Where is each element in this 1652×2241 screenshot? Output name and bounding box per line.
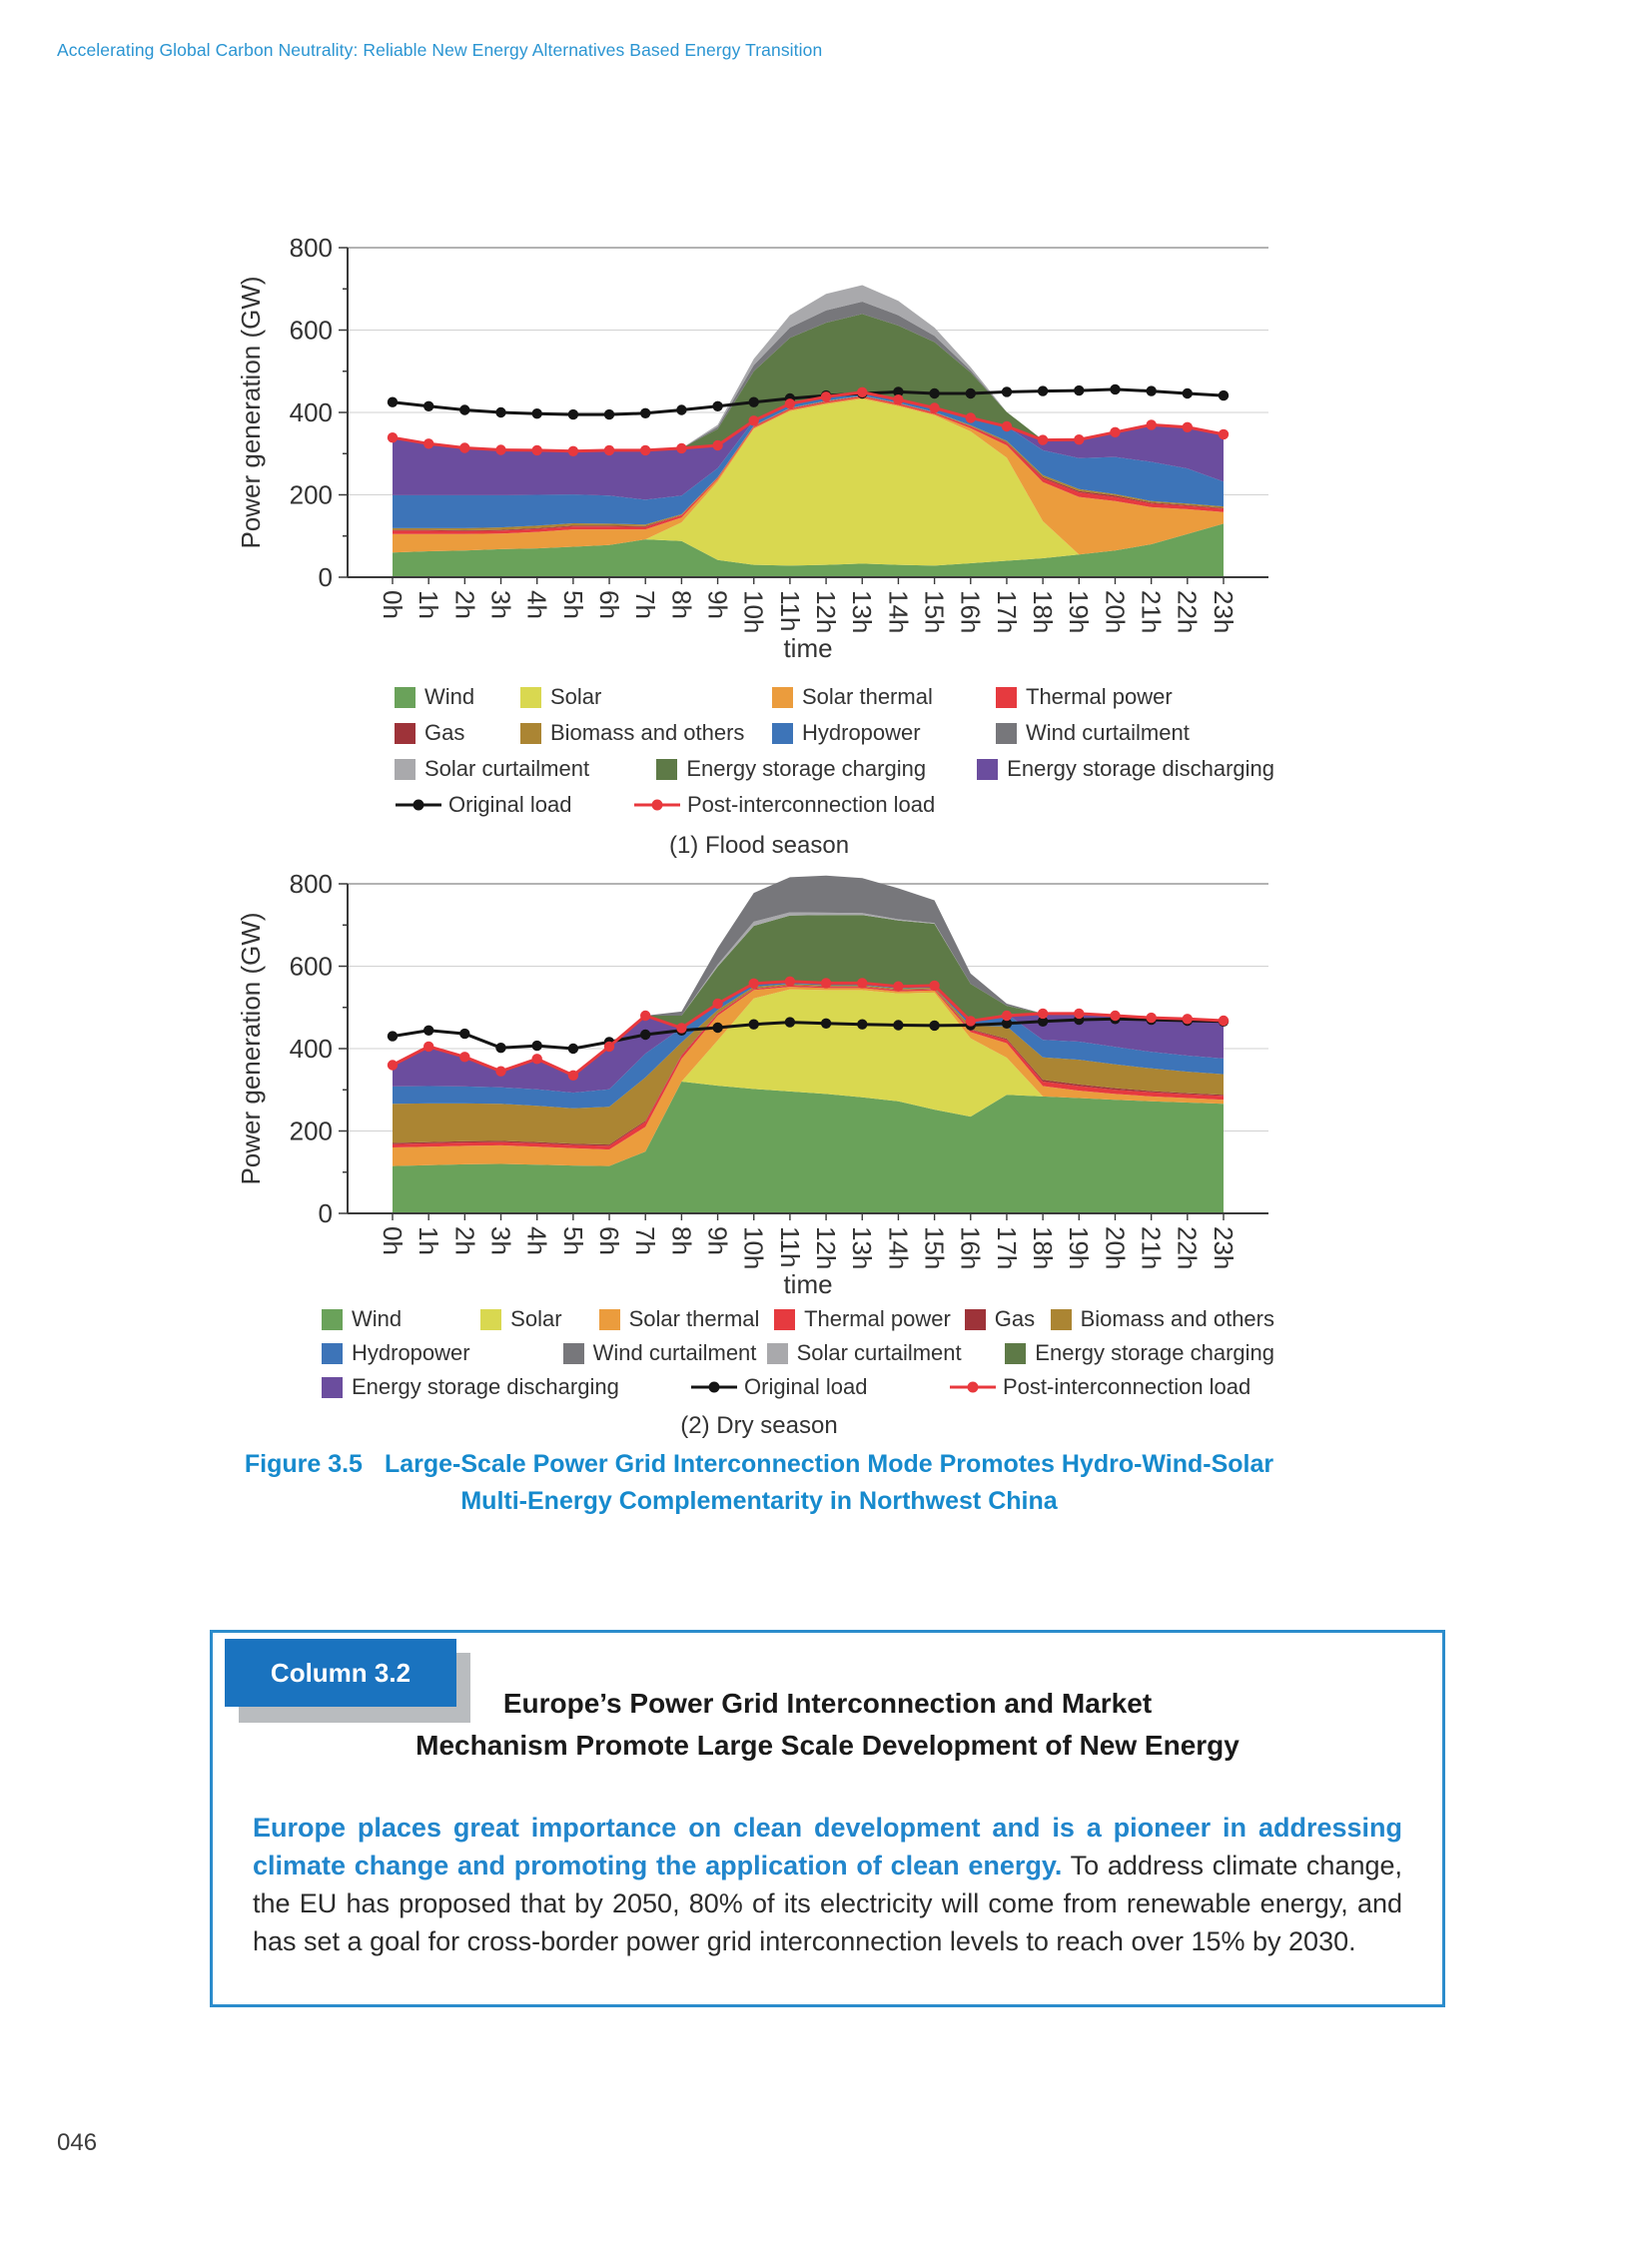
dry-season-chart: [230, 859, 1288, 1440]
marker-original_load: [785, 1017, 795, 1027]
biomass-swatch: [1051, 1309, 1072, 1330]
legend-label: Energy storage discharging: [1007, 756, 1274, 781]
post_load-line-marker: [949, 1380, 997, 1394]
marker-post_load: [568, 1071, 578, 1081]
chart-legend: [230, 1306, 1288, 1408]
marker-post_load: [1219, 1016, 1229, 1026]
legend-label: Original load: [448, 792, 572, 817]
solar-swatch: [480, 1309, 501, 1330]
legend-label: Solar thermal: [802, 684, 933, 709]
x-tick-label: 12h: [810, 1226, 841, 1270]
x-tick-label: 0h: [377, 590, 408, 619]
x-tick-label: 2h: [449, 1226, 480, 1255]
hydropower-swatch: [772, 723, 793, 744]
solar_curtailment-swatch: [767, 1343, 788, 1364]
legend-item-storage_discharging: [977, 756, 1274, 782]
marker-original_load: [676, 404, 686, 414]
post_load-line-marker: [633, 798, 681, 812]
season-label: (1) Flood season: [668, 832, 850, 859]
y-tick-label: 0: [318, 1198, 333, 1229]
x-tick-label: 2h: [449, 590, 480, 619]
marker-original_load: [1038, 385, 1048, 395]
marker-post_load: [676, 1023, 686, 1033]
column-lead-text: Europe places great importance on clean development and is a pioneer in addressing climate change and promoting the application of clean energy.: [253, 1813, 1402, 1880]
marker-original_load: [495, 407, 505, 417]
x-tick-label: 16h: [955, 590, 986, 634]
marker-original_load: [532, 1041, 542, 1051]
x-tick-label: 3h: [485, 590, 516, 619]
legend-item-post_load: [633, 792, 935, 818]
marker-post_load: [676, 443, 686, 453]
marker-post_load: [1002, 1011, 1012, 1021]
x-tick-label: 9h: [702, 1226, 733, 1255]
marker-post_load: [712, 999, 722, 1009]
legend-row: [395, 684, 1288, 710]
marker-post_load: [1183, 1014, 1193, 1024]
x-tick-label: 20h: [1100, 590, 1131, 634]
legend-label: Thermal power: [804, 1306, 951, 1331]
marker-post_load: [1110, 1011, 1120, 1021]
column-tab: Column 3.2: [225, 1639, 456, 1707]
x-tick-label: 3h: [485, 1226, 516, 1255]
x-tick-label: 4h: [521, 1226, 552, 1255]
legend-label: Hydropower: [352, 1340, 470, 1365]
y-axis-title: Power generation (GW): [236, 276, 266, 549]
x-tick-label: 20h: [1100, 1226, 1131, 1270]
marker-original_load: [966, 388, 976, 398]
marker-post_load: [1147, 419, 1157, 429]
legend-row: [322, 1374, 1288, 1400]
y-tick-label: 800: [289, 869, 333, 900]
legend-item-original_load: [395, 792, 619, 818]
gas-swatch: [965, 1309, 986, 1330]
x-tick-label: 15h: [919, 1226, 950, 1270]
x-tick-label: 14h: [883, 1226, 914, 1270]
marker-original_load: [568, 409, 578, 419]
legend-label: Solar curtailment: [796, 1340, 962, 1365]
marker-post_load: [1038, 1009, 1048, 1019]
x-tick-label: 11h: [774, 590, 805, 632]
chart-canvas: [230, 859, 1288, 1298]
y-tick-label: 0: [318, 562, 333, 593]
y-tick-label: 200: [289, 1116, 333, 1146]
marker-original_load: [1147, 385, 1157, 395]
marker-post_load: [495, 1067, 505, 1077]
x-tick-label: 7h: [630, 590, 661, 619]
x-tick-label: 22h: [1172, 590, 1203, 634]
x-tick-label: 19h: [1064, 1226, 1095, 1270]
marker-post_load: [1147, 1013, 1157, 1023]
chart-canvas: [230, 223, 1288, 662]
legend-label: Hydropower: [802, 720, 921, 745]
marker-post_load: [1219, 429, 1229, 439]
marker-original_load: [568, 1044, 578, 1054]
marker-post_load: [532, 445, 542, 455]
legend-label: Original load: [744, 1374, 868, 1399]
marker-original_load: [929, 1021, 939, 1031]
legend-item-thermal_power: [774, 1306, 951, 1332]
x-tick-label: 18h: [1028, 1226, 1059, 1270]
y-tick-label: 200: [289, 479, 333, 510]
legend-label: Energy storage discharging: [352, 1374, 619, 1399]
marker-post_load: [1074, 1009, 1084, 1019]
marker-original_load: [929, 388, 939, 398]
x-tick-label: 4h: [521, 590, 552, 619]
solar-swatch: [520, 687, 541, 708]
marker-post_load: [929, 981, 939, 991]
x-tick-label: 12h: [810, 590, 841, 634]
season-label: (2) Dry season: [680, 1412, 838, 1439]
marker-post_load: [640, 1011, 650, 1021]
marker-post_load: [785, 398, 795, 408]
storage_charging-swatch: [1005, 1343, 1026, 1364]
marker-post_load: [785, 977, 795, 987]
legend-label: Biomass and others: [1080, 1306, 1274, 1331]
storage_discharging-swatch: [322, 1377, 343, 1398]
marker-original_load: [712, 401, 722, 411]
gas-swatch: [395, 723, 415, 744]
page-number: 046: [57, 2129, 98, 2156]
legend-label: Biomass and others: [550, 720, 745, 745]
marker-post_load: [857, 978, 867, 988]
marker-post_load: [893, 394, 903, 404]
marker-original_load: [857, 1020, 867, 1030]
legend-label: Wind: [352, 1306, 403, 1331]
legend-label: Energy storage charging: [1035, 1340, 1274, 1365]
marker-post_load: [712, 440, 722, 450]
x-tick-label: 23h: [1208, 590, 1239, 634]
wind_curtailment-swatch: [563, 1343, 584, 1364]
legend-row: [395, 756, 1288, 782]
x-tick-label: 8h: [666, 590, 697, 619]
marker-original_load: [532, 408, 542, 418]
y-tick-label: 800: [289, 233, 333, 264]
legend-item-storage_charging: [656, 756, 963, 782]
page-header-title: Accelerating Global Carbon Neutrality: Reliable New Energy Alternatives Based Energy Transition: [57, 40, 823, 60]
wind-swatch: [395, 687, 415, 708]
marker-post_load: [821, 978, 831, 988]
marker-post_load: [1183, 422, 1193, 432]
marker-post_load: [604, 1042, 614, 1052]
legend-label: Solar: [550, 684, 602, 709]
wind_curtailment-swatch: [996, 723, 1017, 744]
marker-original_load: [388, 1031, 398, 1041]
legend-label: Wind curtailment: [592, 1340, 757, 1365]
marker-original_load: [459, 404, 469, 414]
x-tick-label: 1h: [413, 590, 444, 619]
legend-item-biomass: [1051, 1306, 1274, 1332]
marker-original_load: [821, 1019, 831, 1029]
legend-item-wind_curtailment: [996, 720, 1190, 746]
marker-original_load: [1002, 386, 1012, 396]
marker-post_load: [423, 1042, 433, 1052]
marker-post_load: [893, 982, 903, 992]
legend-item-solar_curtailment: [395, 756, 642, 782]
marker-post_load: [604, 445, 614, 455]
marker-original_load: [1074, 385, 1084, 395]
x-tick-label: 5h: [557, 590, 588, 619]
marker-post_load: [568, 446, 578, 456]
marker-post_load: [495, 444, 505, 454]
y-tick-label: 600: [289, 951, 333, 982]
legend-label: Solar thermal: [628, 1306, 760, 1331]
legend-label: Gas: [424, 720, 465, 745]
x-tick-label: 9h: [702, 590, 733, 619]
chart-legend: [230, 684, 1288, 828]
solar_thermal-swatch: [599, 1309, 620, 1330]
original_load-line-marker: [690, 1380, 738, 1394]
storage_discharging-swatch: [977, 759, 998, 780]
y-tick-label: 400: [289, 1034, 333, 1065]
x-tick-label: 21h: [1136, 590, 1167, 634]
legend-item-gas: [965, 1306, 1037, 1332]
x-tick-label: 17h: [991, 1226, 1022, 1270]
figure-caption-text2: Multi-Energy Complementarity in Northwest China: [460, 1487, 1058, 1515]
figure-caption: [230, 1446, 1288, 1520]
x-tick-label: 10h: [738, 1226, 769, 1270]
original_load-line-marker: [395, 798, 442, 812]
legend-item-solar_curtailment: [767, 1340, 992, 1366]
column-title-line1: Europe’s Power Grid Interconnection and Market: [502, 1688, 1153, 1719]
x-tick-label: 10h: [738, 590, 769, 634]
marker-post_load: [1110, 427, 1120, 437]
marker-original_load: [495, 1043, 505, 1053]
x-tick-label: 7h: [630, 1226, 661, 1255]
x-tick-label: 14h: [883, 590, 914, 634]
thermal_power-swatch: [774, 1309, 795, 1330]
figure-caption-line1: [230, 1446, 1288, 1483]
hydropower-swatch: [322, 1343, 343, 1364]
marker-original_load: [640, 408, 650, 418]
thermal_power-swatch: [996, 687, 1017, 708]
marker-original_load: [749, 1020, 759, 1030]
marker-post_load: [749, 979, 759, 989]
marker-post_load: [821, 391, 831, 401]
x-tick-label: 1h: [413, 1226, 444, 1255]
legend-item-post_load: [949, 1374, 1250, 1400]
marker-original_load: [1219, 390, 1229, 400]
marker-original_load: [604, 409, 614, 419]
marker-post_load: [966, 1016, 976, 1026]
legend-row: [322, 1306, 1288, 1332]
figure-caption-text1: Large-Scale Power Grid Interconnection Mode Promotes Hydro-Wind-Solar: [384, 1450, 1274, 1478]
storage_charging-swatch: [656, 759, 677, 780]
marker-post_load: [749, 415, 759, 425]
x-tick-label: 8h: [666, 1226, 697, 1255]
x-tick-label: 22h: [1172, 1226, 1203, 1270]
legend-label: Thermal power: [1026, 684, 1173, 709]
legend-item-solar: [480, 1306, 584, 1332]
legend-item-storage_discharging: [322, 1374, 676, 1400]
x-tick-label: 11h: [774, 1226, 805, 1268]
solar_thermal-swatch: [772, 687, 793, 708]
marker-post_load: [1074, 434, 1084, 444]
x-tick-label: 6h: [593, 1226, 624, 1255]
x-axis-title: time: [783, 1269, 833, 1298]
column-box: [210, 1630, 1445, 2007]
legend-item-solar_thermal: [772, 684, 982, 710]
legend-item-hydropower: [322, 1340, 549, 1366]
x-tick-label: 21h: [1136, 1226, 1167, 1270]
legend-item-solar: [520, 684, 758, 710]
x-tick-label: 19h: [1064, 590, 1095, 634]
marker-post_load: [966, 412, 976, 422]
marker-post_load: [857, 387, 867, 397]
column-body-text: To address climate change, the EU has proposed that by 2050, 80% of its electricity will come from renewable energy, and has set a goal for cross-border power grid interconnection levels to reach over 15% by 2030.: [253, 1851, 1403, 1956]
legend-item-wind_curtailment: [563, 1340, 757, 1366]
x-tick-label: 0h: [377, 1226, 408, 1255]
marker-original_load: [640, 1030, 650, 1040]
marker-post_load: [532, 1054, 542, 1064]
x-tick-label: 15h: [919, 590, 950, 634]
marker-post_load: [1038, 434, 1048, 444]
biomass-swatch: [520, 723, 541, 744]
legend-item-wind: [395, 684, 506, 710]
legend-row: [322, 1340, 1288, 1366]
legend-label: Solar curtailment: [424, 756, 590, 781]
wind-swatch: [322, 1309, 343, 1330]
x-tick-label: 13h: [847, 1226, 878, 1270]
marker-original_load: [1183, 388, 1193, 398]
marker-original_load: [423, 1026, 433, 1036]
legend-label: Post-interconnection load: [687, 792, 936, 817]
legend-item-thermal_power: [996, 684, 1173, 710]
legend-item-biomass: [520, 720, 758, 746]
legend-item-storage_charging: [1005, 1340, 1274, 1366]
legend-label: Wind curtailment: [1026, 720, 1190, 745]
x-tick-label: 18h: [1028, 590, 1059, 634]
marker-original_load: [749, 397, 759, 407]
legend-label: Post-interconnection load: [1003, 1374, 1251, 1399]
marker-post_load: [1002, 421, 1012, 431]
marker-post_load: [388, 1060, 398, 1070]
marker-original_load: [1110, 384, 1120, 394]
legend-item-hydropower: [772, 720, 982, 746]
marker-post_load: [388, 432, 398, 442]
x-tick-label: 16h: [955, 1226, 986, 1270]
legend-item-gas: [395, 720, 506, 746]
y-tick-label: 400: [289, 397, 333, 428]
marker-post_load: [459, 1052, 469, 1062]
marker-original_load: [893, 1020, 903, 1030]
legend-label: Wind: [424, 684, 475, 709]
legend-item-wind: [322, 1306, 466, 1332]
legend-item-solar_thermal: [599, 1306, 760, 1332]
column-title-line2: Mechanism Promote Large Scale Development of New Energy: [415, 1730, 1239, 1761]
legend-label: Energy storage charging: [686, 756, 927, 781]
legend-label: Solar: [510, 1306, 562, 1331]
x-tick-label: 17h: [991, 590, 1022, 634]
solar_curtailment-swatch: [395, 759, 415, 780]
y-axis-title: Power generation (GW): [236, 912, 266, 1185]
marker-post_load: [640, 445, 650, 455]
y-tick-label: 600: [289, 315, 333, 346]
marker-original_load: [712, 1023, 722, 1033]
marker-original_load: [423, 401, 433, 411]
figure-caption-label: Figure 3.5: [244, 1450, 363, 1478]
column-body: [253, 1809, 1402, 1960]
legend-item-original_load: [690, 1374, 935, 1400]
marker-post_load: [929, 402, 939, 412]
marker-post_load: [423, 438, 433, 448]
marker-original_load: [388, 397, 398, 407]
x-tick-label: 23h: [1208, 1226, 1239, 1270]
x-tick-label: 5h: [557, 1226, 588, 1255]
x-axis-title: time: [783, 633, 833, 662]
marker-original_load: [459, 1029, 469, 1039]
x-tick-label: 6h: [593, 590, 624, 619]
legend-row: [395, 720, 1288, 746]
legend-row: [395, 792, 1288, 818]
marker-post_load: [459, 442, 469, 452]
flood-season-chart: [230, 223, 1288, 860]
legend-label: Gas: [994, 1306, 1036, 1331]
x-tick-label: 13h: [847, 590, 878, 634]
